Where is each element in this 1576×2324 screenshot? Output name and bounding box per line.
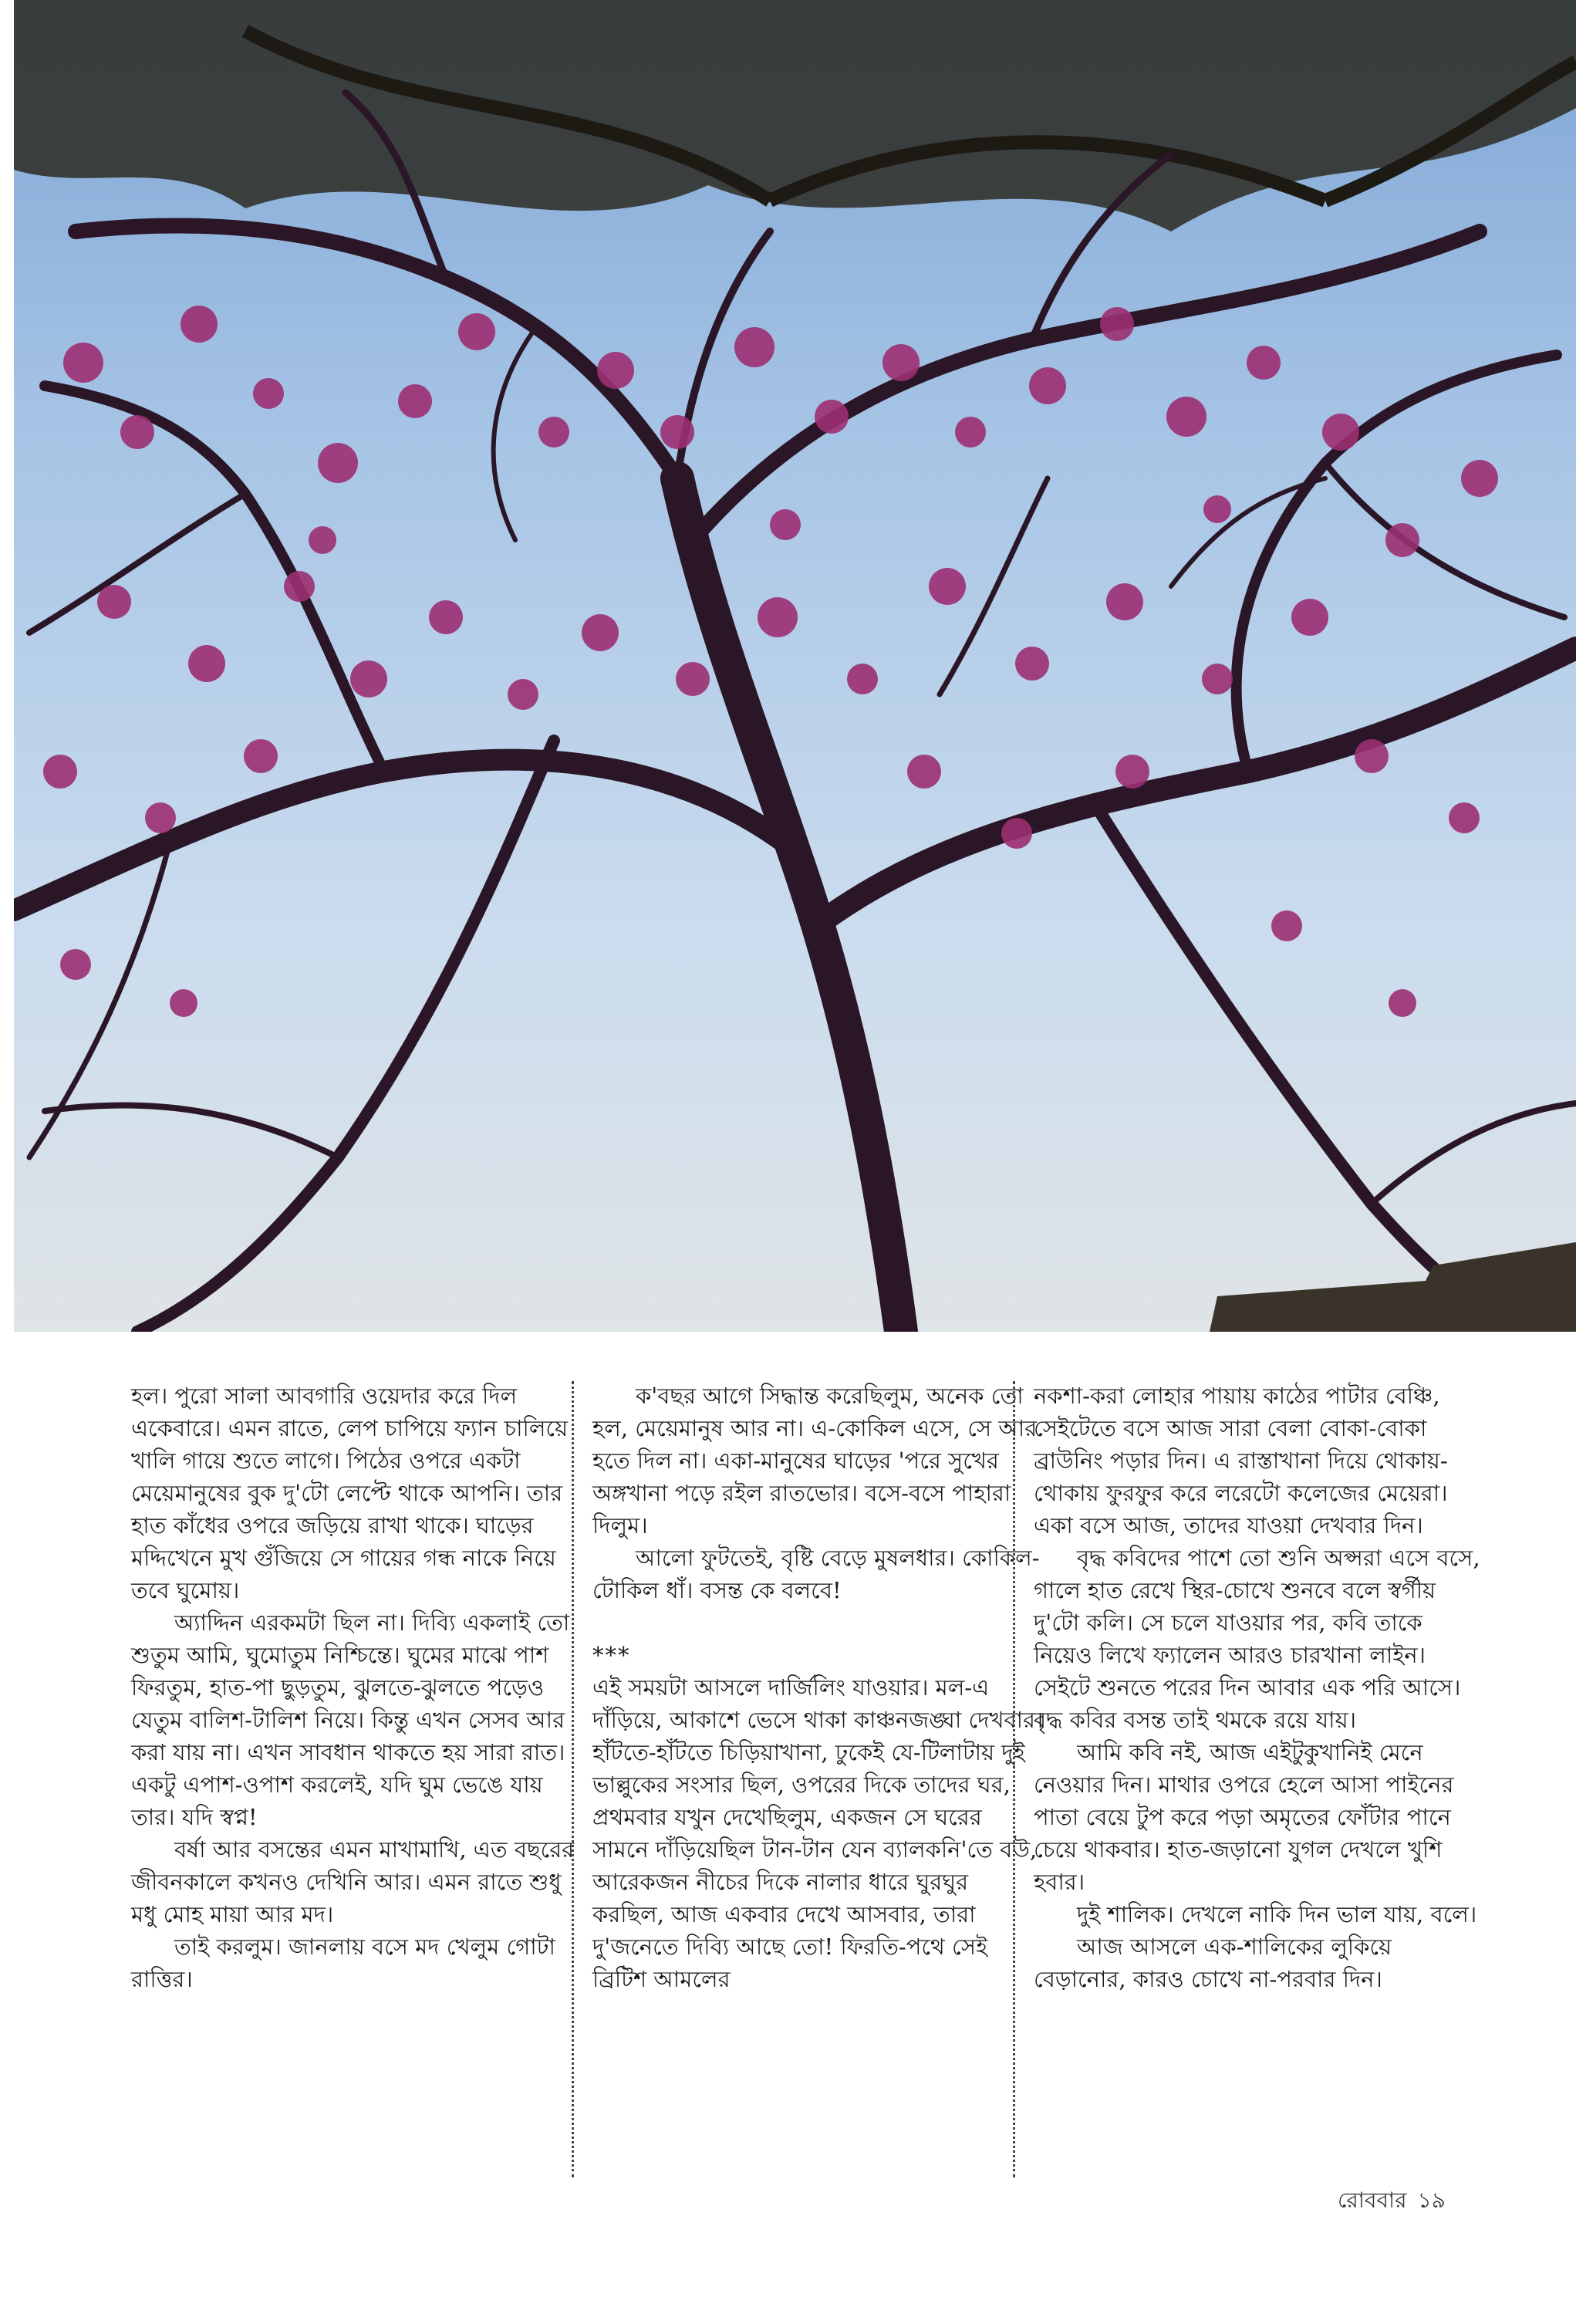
paragraph: দুই শালিক। দেখলে নাকি দিন ভাল যায়, বলে। xyxy=(1077,1901,1477,1927)
paragraph: বর্ষা আর বসন্তের এমন মাখামাখি, এত বছরের জীবনকালে কখনও দেখিনি আর। এমন রাতে শুধু মধু মোহ মায়া আর মদ। xyxy=(131,1836,575,1927)
paragraph: হল। পুরো সালা আবগারি ওয়েদার করে দিল একেবারে। এমন রাতে, লেপ চাপিয়ে ফ্যান চালিয়ে খালি গায়ে শুতে লাগে। পিঠের ওপরে একটা মেয়েমানুষের বুক দু'টো লেপ্টে থাকে আপনি। তার হাত কাঁধের ওপরে জড়িয়ে রাখা থাকে। ঘাড়ের মদ্দিখেনে মুখ গুঁজিয়ে সে গায়ের গন্ধ নাকে নিয়ে তবে ঘুমোয়। xyxy=(131,1383,569,1603)
article-column-1 xyxy=(131,1380,583,1995)
page-folio xyxy=(1327,2184,1446,2220)
section-break: *** xyxy=(592,1642,631,1668)
magazine-name: রোববার xyxy=(1338,2187,1407,2213)
column-divider xyxy=(572,1381,574,2177)
tree-illustration xyxy=(14,0,1576,1332)
paragraph: আলো ফুটতেই, বৃষ্টি বেড়ে মুষলধার। কোকিল-টোকিল ধাঁ। বসন্ত কে বলবে! xyxy=(592,1545,1040,1603)
article-column-3 xyxy=(1034,1380,1486,1995)
article-column-2 xyxy=(592,1380,1044,1995)
blossoms xyxy=(43,306,1498,1017)
blossom-tree-photo xyxy=(14,0,1576,1332)
paragraph: ক'বছর আগে সিদ্ধান্ত করেছিলুম, অনেক তো হল, মেয়েমানুষ আর না। এ-কোকিল এসে, সে আর হতে দিল না। একা-মানুষের ঘাড়ের 'পরে সুখের অঙ্গখানা পড়ে রইল রাতভোর। বসে-বসে পাহারা দিলুম। xyxy=(592,1383,1038,1539)
page-number: ১৯ xyxy=(1417,2187,1446,2213)
paragraph: নকশা-করা লোহার পায়ায় কাঠের পাটার বেঞ্চি, সেইটেতে বসে আজ সারা বেলা বোকা-বোকা ব্রাউনিং পড়ার দিন। এ রাস্তাখানা দিয়ে থোকায়-থোকায় ফুরফুর করে লরেটো কলেজের মেয়েরা। একা বসে আজ, তাদের যাওয়া দেখবার দিন। xyxy=(1034,1383,1448,1539)
paragraph: বৃদ্ধ কবিদের পাশে তো শুনি অপ্সরা এসে বসে, গালে হাত রেখে স্থির-চোখে শুনবে বলে স্বর্গীয় দু'টো কলি। সে চলে যাওয়ার পর, কবি তাকে নিয়েও লিখে ফ্যালেন আরও চারখানা লাইন। সেইটে শুনতে পরের দিন আবার এক পরি আসে। বৃদ্ধ কবির বসন্ত তাই থমকে রয়ে যায়। xyxy=(1034,1545,1480,1733)
paragraph: আজ আসলে এক-শালিকের লুকিয়ে বেড়ানোর, কারও চোখে না-পরবার দিন। xyxy=(1034,1934,1392,1992)
paragraph: অ্যাদ্দিন এরকমটা ছিল না। দিব্যি একলাই তো শুতুম আমি, ঘুমোতুম নিশ্চিন্তে। ঘুমের মাঝে পাশ ফিরতুম, হাত-পা ছুড়তুম, ঝুলতে-ঝুলতে পড়েও যেতুম বালিশ-টালিশ নিয়ে। কিন্তু এখন সেসব আর করা যায় না। এখন সাবধান থাকতে হয় সারা রাত। একটু এপাশ-ওপাশ করলেই, যদি ঘুম ভেঙে যায় তার। যদি স্বপ্ন! xyxy=(131,1610,570,1830)
paragraph: তাই করলুম। জানলায় বসে মদ খেলুম গোটা রাত্তির। xyxy=(131,1934,555,1992)
building xyxy=(1210,1242,1576,1332)
column-divider xyxy=(1013,1381,1015,2177)
paragraph: আমি কবি নই, আজ এইটুকুখানিই মেনে নেওয়ার দিন। মাথার ওপরে হেলে আসা পাইনের পাতা বেয়ে টুপ করে পড়া অমৃতের ফোঁটার পানে চেয়ে থাকবার। হাত-জড়ানো যুগল দেখলে খুশি হবার। xyxy=(1034,1739,1454,1895)
paragraph: এই সময়টা আসলে দার্জিলিং যাওয়ার। মল-এ দাঁড়িয়ে, আকাশে ভেসে থাকা কাঞ্চনজঙ্ঘা দেখবার। হাঁটতে-হাঁটতে চিড়িয়াখানা, ঢুকেই যে-টিলাটায় দুই ভাল্লুকের সংসার ছিল, ওপরের দিকে তাদের ঘর, প্রথমবার যখুন দেখেছিলুম, একজন সে ঘরের সামনে দাঁড়িয়েছিল টান-টান যেন ব্যালকনি'তে বউ, আরেকজন নীচের দিকে নালার ধারে ঘুরঘুর করছিল, আজ একবার দেখে আসবার, তারা দু'জনেতে দিব্যি আছে তো! ফিরতি-পথে সেই ব্রিটিশ আমলের xyxy=(592,1674,1044,1992)
